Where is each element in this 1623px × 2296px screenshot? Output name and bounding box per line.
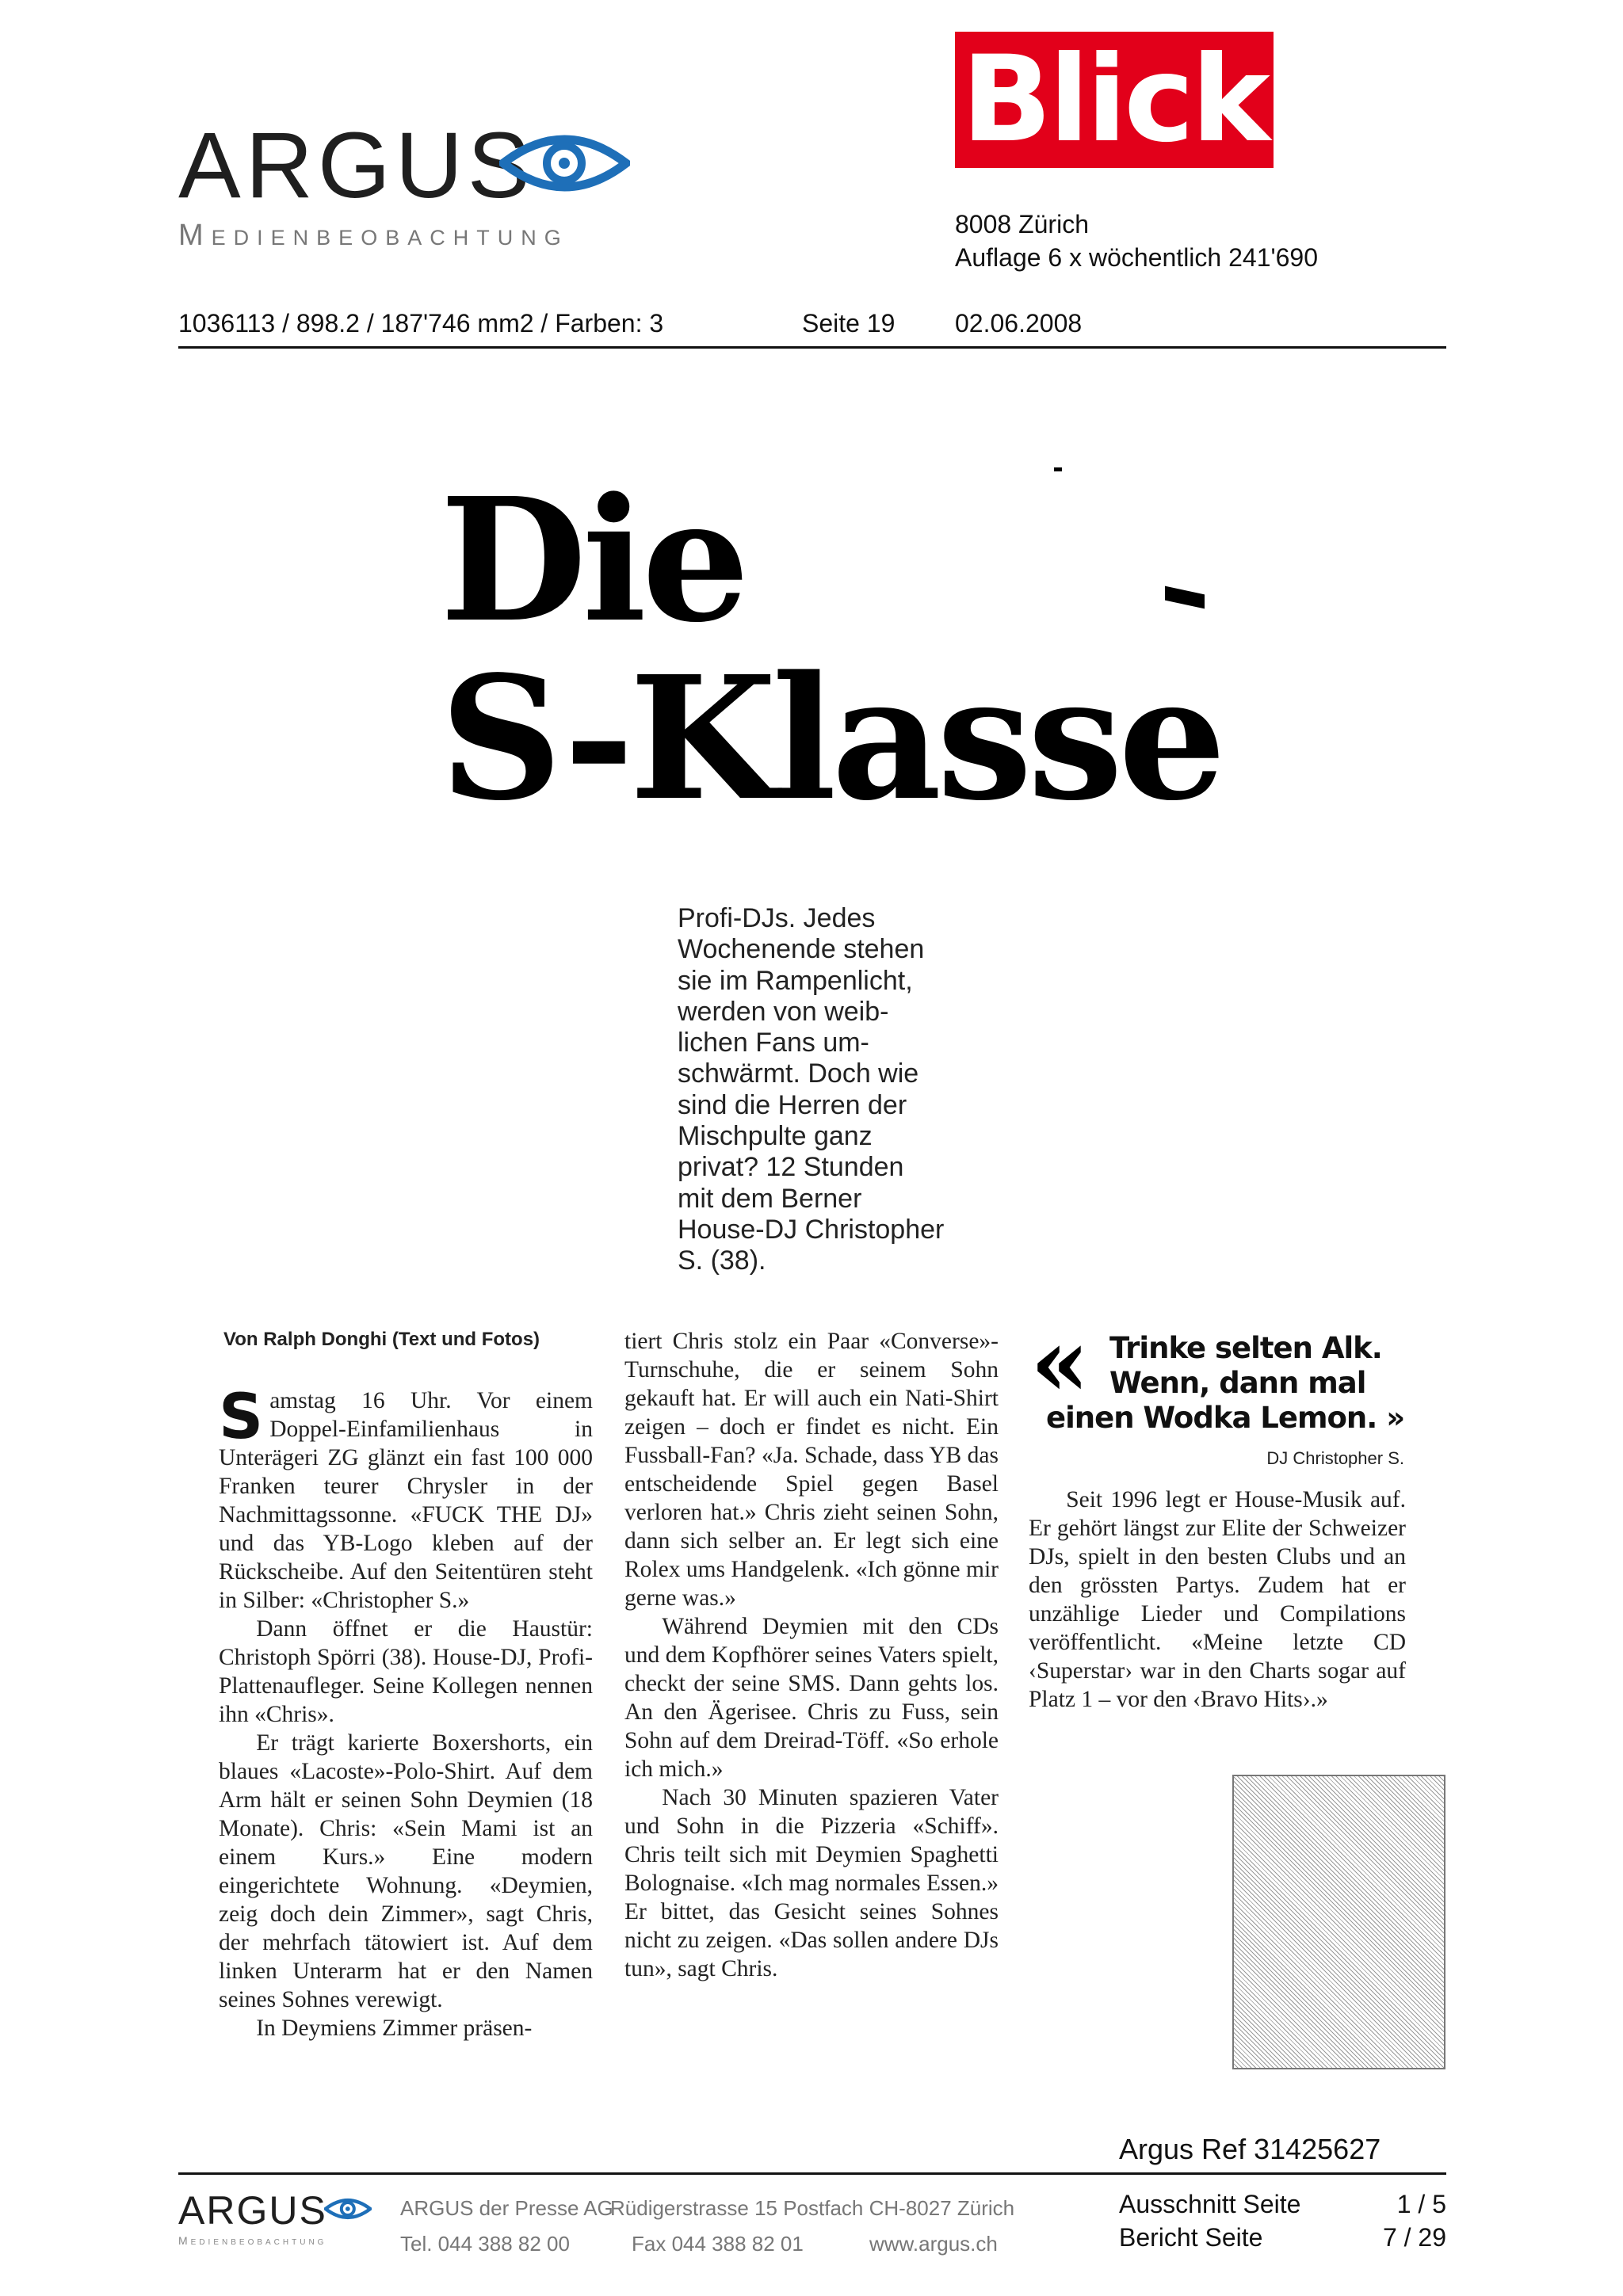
body-paragraph: Dann öffnet er die Haustür: Christoph Spörri (38). House-DJ, Profi-Plattenaufleger. Seine Kollegen nennen ihn «Chris». — [219, 1616, 593, 1727]
argus-footer-logo — [178, 2188, 384, 2247]
article-byline: Von Ralph Donghi (Text und Fotos) — [223, 1329, 540, 1350]
publication-circulation: Auflage 6 x wöchentlich 241'690 — [955, 243, 1318, 272]
redacted-photo — [1232, 1775, 1445, 2069]
body-paragraph: In Deymiens Zimmer präsen- — [256, 2016, 533, 2041]
quote-line-3: einen Wodka Lemon. » — [1046, 1401, 1405, 1435]
argus-eye-icon — [324, 2194, 372, 2224]
publication-date: 02.06.2008 — [955, 309, 1083, 338]
argus-footer-logo-subtitle: Medienbeobachtung — [178, 2234, 327, 2247]
quote-mark: « — [1030, 1306, 1090, 1418]
publication-city: 8008 Zürich — [955, 210, 1089, 238]
argus-footer-logo-word: ARGUS — [178, 2188, 327, 2233]
footer-fax: Fax 044 388 82 01 — [632, 2232, 804, 2256]
article-column-2 — [624, 1327, 999, 1983]
headline-line-2: S-Klasse — [440, 639, 1222, 838]
report-page-value: 7 / 29 — [1382, 2223, 1446, 2252]
argus-reference: Argus Ref 31425627 — [1119, 2133, 1381, 2165]
header-divider — [178, 346, 1446, 349]
quote-line-1: Trinke selten Alk. — [1109, 1331, 1382, 1365]
pull-quote — [1046, 1331, 1419, 1436]
body-paragraph: Während Deymien mit den CDs und dem Kopfhörer seines Vaters spielt, checkt der seine SMS. Dann gehts los. An den Ägerisee. Chris zu Fuss, sein Sohn auf dem Dreirad-Töff. «So erhole ich mich.» — [624, 1614, 999, 1782]
argus-logo — [178, 113, 622, 261]
article-lead: Profi-DJs. Jedes Wochenende stehen sie im Rampenlicht, werden von weib- lichen Fans um- schwärmt. Doch wie sind die Herren der Mischpulte ganz privat? 12 Stunden mit dem Berner House-DJ Christopher S. (38). — [678, 903, 945, 1276]
page-number: Seite 19 — [802, 309, 896, 338]
argus-eye-icon — [499, 124, 630, 203]
headline-line-1: Die — [440, 461, 746, 660]
argus-logo-word: ARGUS — [178, 113, 535, 218]
clipping-meta: 1036113 / 898.2 / 187'746 mm2 / Farben: 3 — [178, 309, 664, 338]
footer-address: Rüdigerstrasse 15 Postfach CH-8027 Zürich — [610, 2196, 1015, 2220]
clip-page-label: Ausschnitt Seite — [1119, 2190, 1301, 2218]
article-column-1 — [219, 1382, 593, 2042]
report-page-label: Bericht Seite — [1119, 2223, 1263, 2252]
body-paragraph: Nach 30 Minuten spazieren Vater und Sohn in die Pizzeria «Schiff». Chris teilt sich mit Deymien Spaghetti Bolognaise. «Ich mag normales Essen.» Er bittet, das Gesicht seines Sohnes nicht zu zeigen. «Das sollen andere DJs tun», sagt Chris. — [624, 1785, 999, 1981]
body-text: amstag 16 Uhr. Vor einem Doppel-Einfamilienhaus in Unterägeri ZG glänzt ein fast 100 000 Franken teurer Chrysler in der Nachmittagssonne. «FUCK THE DJ» und das YB-Logo kleben auf der Rückscheibe. Auf den Seitentüren steht in Silber: «Christopher S.» — [219, 1388, 593, 1613]
footer-divider — [178, 2172, 1446, 2175]
blick-logo-word: Blick — [961, 31, 1267, 169]
drop-cap: S — [219, 1382, 264, 1453]
quote-attribution: DJ Christopher S. — [1266, 1448, 1404, 1468]
footer-phone: Tel. 044 388 82 00 — [400, 2232, 570, 2256]
body-paragraph — [219, 1382, 593, 1615]
footer-website: www.argus.ch — [869, 2232, 998, 2256]
clip-page-value: 1 / 5 — [1396, 2190, 1446, 2218]
article-headline — [440, 461, 1222, 838]
body-paragraph: Er trägt karierte Boxershorts, ein blaues «Lacoste»-Polo-Shirt. Auf dem Arm hält er seinen Sohn Deymien (18 Monate). Chris: «Sein Mami ist an einem Kurs.» Eine modern eingerichtete Wohnung. «Deymien, zeig doch dein Zimmer», sagt Chris, der mehrfach tätowiert ist. Auf dem linken Unterarm hat er den Namen seines Sohnes verewigt. — [219, 1730, 593, 2012]
article-column-3 — [1029, 1486, 1406, 1714]
footer-company: ARGUS der Presse AG — [400, 2196, 613, 2220]
body-paragraph: tiert Chris stolz ein Paar «Converse»-Turnschuhe, die er seinem Sohn gekauft hat. Er will auch ein Nati-Shirt zeigen – doch er findet es nicht. Ein Fussball-Fan? «Ja. Schade, dass YB das entscheidende Spiel gegen Basel verloren hat.» Chris zieht seinen Sohn, dann sich selber an. Er legt sich eine Rolex ums Handgelenk. «Ich gönne mir gerne was.» — [624, 1329, 999, 1611]
quote-line-2: Wenn, dann mal — [1109, 1366, 1366, 1400]
scan-artifact — [1054, 467, 1062, 471]
body-paragraph: Seit 1996 legt er House-Musik auf. Er gehört längst zur Elite der Schweizer DJs, spielt in den besten Clubs und an den grössten Partys. Zudem hat er unzählige Lieder und Compilations veröffentlicht. «Meine letzte CD ‹Superstar› war in den Charts sogar auf Platz 1 – vor den ‹Bravo Hits›.» — [1029, 1487, 1406, 1712]
blick-logo — [955, 32, 1274, 168]
argus-logo-subtitle: Medienbeobachtung — [178, 219, 569, 252]
